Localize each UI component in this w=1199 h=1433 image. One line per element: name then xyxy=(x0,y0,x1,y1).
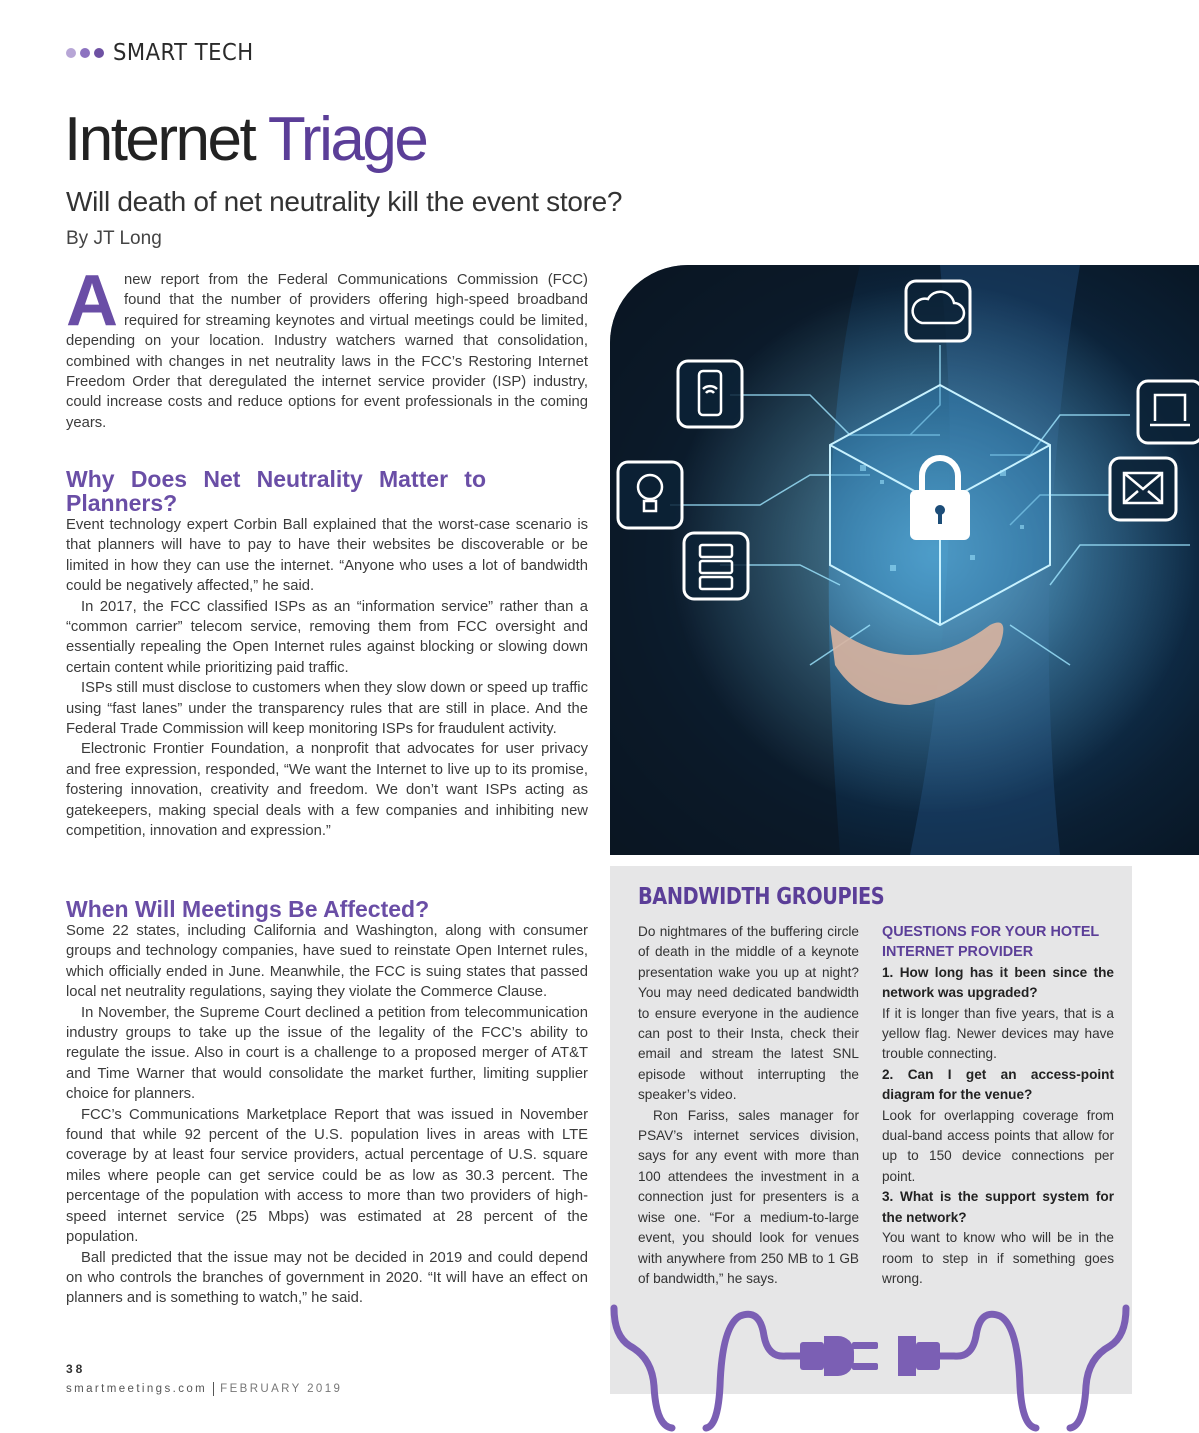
section-dots xyxy=(66,48,104,58)
dot xyxy=(66,48,76,58)
footer xyxy=(66,1382,342,1396)
network-security-photo xyxy=(610,265,1199,855)
laptop-icon-box xyxy=(1138,381,1199,443)
intro-text: new report from the Federal Communications Commission (FCC) found that the number of providers offering high-speed broadband required for streaming keynotes and virtual meetings could be limited, depending on your location. Industry watchers warned that consolidation, combined with changes in net neutrality laws in the FCC’s Restoring Internet Freedom Order that deregulated the internet service provider (ISP) industry, could increase costs and reduce options for event professionals in the coming years. xyxy=(66,272,588,431)
body-paragraph: Ball predicted that the issue may not be decided in 2019 and could depend on who controls the branches of government in 2020. “It will have an effect on planners and is something to watch,” he said. xyxy=(66,1249,588,1307)
footer-month: FEBRUARY 2019 xyxy=(220,1383,343,1395)
article-title xyxy=(64,104,426,175)
footer-site: smartmeetings.com xyxy=(66,1383,208,1395)
page-number: 38 xyxy=(66,1362,86,1376)
body-paragraph: Some 22 states, including California and Washington, along with consumer groups and technology companies, have sued to reinstate Open Internet rules, which officially ended in June. Meanwhile, the FCC is suing states that passed local net neutrality regulations, saying they violate the Commerce Clause. xyxy=(66,923,588,1001)
sidebar-column-2 xyxy=(882,922,1114,1289)
sidebar-paragraph: Do nightmares of the buffering circle of death in the middle of a keynote presentation wake you up at night? You may need dedicated bandwidth to ensure everyone in the audience can post to their Insta, check their email and stream the latest SNL episode without interrupting the speaker’s video. xyxy=(638,924,859,1103)
question-1: 1. How long has it been since the network was upgraded? xyxy=(882,964,1114,1001)
answer-2: Look for overlapping coverage from dual-band access points that allow for up to 150 device connections per point. xyxy=(882,1107,1114,1184)
cloud-icon-box xyxy=(906,281,970,341)
intro-paragraph xyxy=(66,261,588,433)
answer-3: You want to know who will be in the room to step in if something goes wrong. xyxy=(882,1230,1114,1286)
section-heading-when: When Will Meetings Be Affected? xyxy=(66,896,430,922)
questions-heading: QUESTIONS FOR YOUR HOTEL INTERNET PROVIDER xyxy=(882,924,1099,961)
body-paragraph: In November, the Supreme Court declined a petition from telecommunication industry groups to take up the issue of the legality of the FCC’s ability to regulate the issue. Also in court is a challenge to a proposed merger of AT&T and Time Warner that would consolidate the market further, limiting supplier choice for planners. xyxy=(66,1004,588,1103)
photo-illustration xyxy=(610,265,1199,855)
question-2: 2. Can I get an access-point diagram for the venue? xyxy=(882,1066,1114,1103)
dot xyxy=(80,48,90,58)
sidebar-title: BANDWIDTH GROUPIES xyxy=(638,884,885,910)
section-when xyxy=(66,897,588,1309)
power-plug-icon xyxy=(600,1296,1140,1433)
body-paragraph: FCC’s Communications Marketplace Report that was issued in November found that while 92 percent of the U.S. population lives in areas with LTE coverage by at least four service providers, actual percentage of U.S. square miles where people can get service could be as low as 30.3 percent. The percentage of the population with access to more than two providers of high-speed internet service (25 Mbps) was estimated at 28 percent of the population. xyxy=(66,1106,588,1246)
byline: By JT Long xyxy=(66,228,162,249)
section-label: SMART TECH xyxy=(113,40,254,66)
body-paragraph: ISPs still must disclose to customers when they slow down or speed up traffic using “fast lanes” under the transparency rules that are still in place. And the Federal Trade Commission will keep monitoring ISPs for fraudulent activity. xyxy=(66,680,588,738)
question-3: 3. What is the support system for the network? xyxy=(882,1189,1114,1225)
body-paragraph: In 2017, the FCC classified ISPs as an “information service” rather than a “common carrier” telecom service, removing them from FCC oversight and essentially repealing the Open Internet rules against blocking or slowing down certain content while prioritizing paid traffic. xyxy=(66,598,588,676)
body-paragraph: Electronic Frontier Foundation, a nonprofit that advocates for user privacy and free expression, responded, “We want the Internet to live up to its promise, fostering innovation, creativity and freedom. We don’t want ISPs acting as gatekeepers, making special deals with a few companies and inhibiting new competition, innovation and expression.” xyxy=(66,741,588,840)
section-heading-why: Why Does Net Neutrality Matter to Planners? xyxy=(66,466,486,516)
body-paragraph: Event technology expert Corbin Ball explained that the worst-case scenario is that planners will have to pay to have their websites be discoverable or be limited in how they can use the internet. “Anyone who uses a lot of bandwidth could be negatively affected,” he said. xyxy=(66,517,588,595)
sidebar-column-1 xyxy=(638,922,859,1289)
section-tag xyxy=(66,40,266,66)
answer-1: If it is longer than five years, that is a yellow flag. Newer devices may have trouble connecting. xyxy=(882,1005,1114,1062)
sidebar-paragraph: Ron Fariss, sales manager for PSAV’s internet services division, says for any event with more than 100 attendees the investment in a connection just for presenters is a wise one. “For a medium-to-large event, you should look for venues with anywhere from 250 MB to 1 GB of bandwidth,” he says. xyxy=(638,1107,859,1286)
article-subtitle: Will death of net neutrality kill the event store? xyxy=(66,186,623,217)
drop-cap: A xyxy=(66,261,118,341)
title-accent: Triage xyxy=(267,105,427,174)
bulb-icon-box xyxy=(618,462,682,528)
intro-column xyxy=(66,261,588,433)
section-why xyxy=(66,467,588,842)
title-main: Internet xyxy=(64,105,255,174)
dot xyxy=(94,48,104,58)
footer-divider xyxy=(213,1382,214,1396)
